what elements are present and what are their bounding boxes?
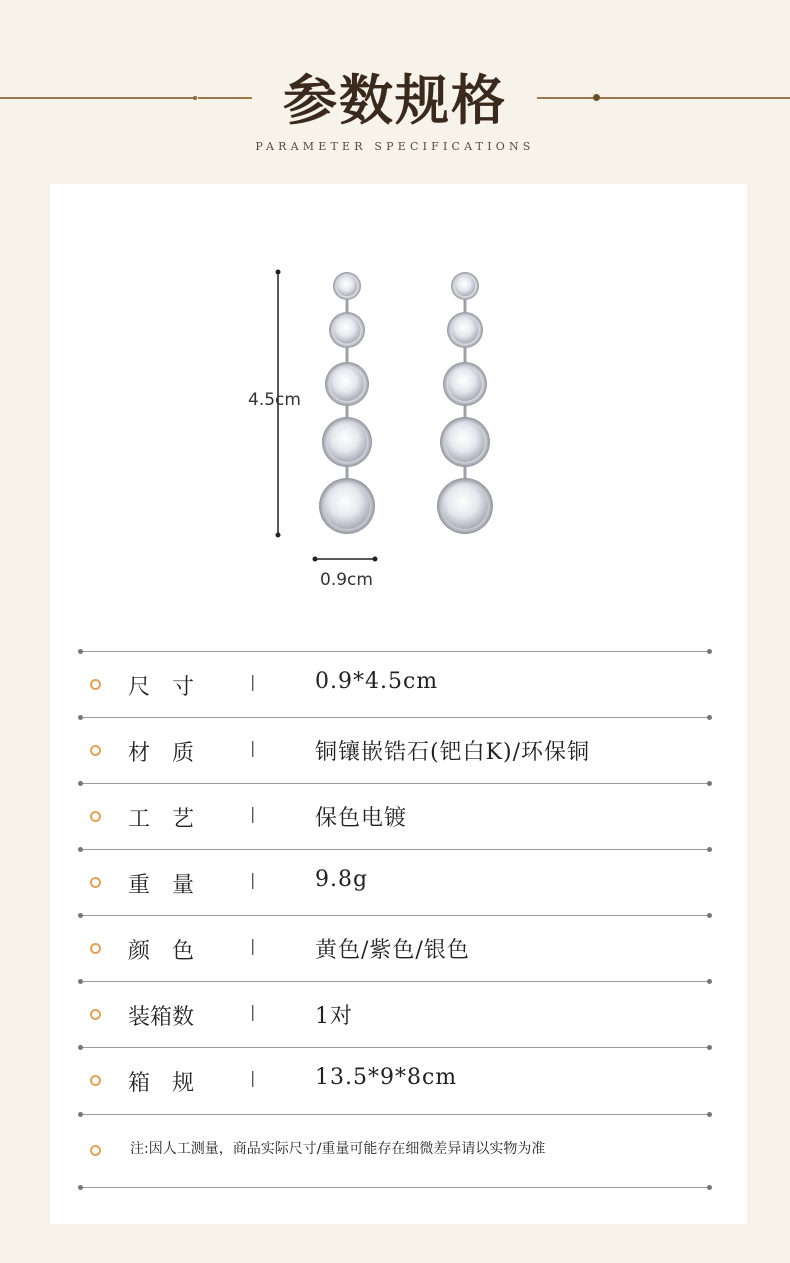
spec-value: 0.9*4.5cm — [315, 669, 439, 694]
height-dimension-label: 4.5cm — [248, 390, 301, 410]
spec-value: 9.8g — [315, 867, 369, 892]
spec-value: 保色电镀 — [315, 806, 408, 831]
spec-row-size — [80, 652, 710, 718]
spec-value: 13.5*9*8cm — [315, 1065, 458, 1090]
spec-label: 颜 色 — [128, 939, 195, 964]
spec-separator: | — [250, 672, 256, 691]
spec-row-craft — [80, 784, 710, 850]
spec-separator: | — [250, 804, 256, 823]
spec-label: 工 艺 — [128, 807, 195, 832]
right-earring — [437, 272, 493, 534]
spec-row-quantity — [80, 982, 710, 1048]
bullet-icon — [90, 1009, 101, 1020]
bullet-icon — [90, 811, 101, 822]
row-divider — [80, 1114, 710, 1115]
spec-row-material — [80, 718, 710, 784]
page-subtitle: PARAMETER SPECIFICATIONS — [255, 140, 535, 153]
header — [0, 0, 790, 180]
spec-label: 尺 寸 — [128, 675, 195, 700]
measurement-note: 注:因人工测量，商品实际尺寸/重量可能存在细微差异请以实物为准 — [130, 1141, 546, 1157]
header-right-line-inner — [537, 97, 594, 99]
spec-row-color — [80, 916, 710, 982]
spec-label: 箱 规 — [128, 1071, 195, 1096]
spec-label: 装箱数 — [128, 1005, 195, 1030]
width-dimension-label: 0.9cm — [320, 570, 373, 590]
spec-separator: | — [250, 936, 256, 955]
bullet-icon — [90, 679, 101, 690]
header-right-dot — [593, 94, 600, 101]
spec-separator: | — [250, 870, 256, 889]
bullet-icon — [90, 943, 101, 954]
spec-value: 黄色/紫色/银色 — [315, 938, 470, 963]
spec-separator: | — [250, 1068, 256, 1087]
spec-separator: | — [250, 1002, 256, 1021]
spec-separator: | — [250, 738, 256, 757]
bullet-icon — [90, 877, 101, 888]
spec-label: 材 质 — [128, 741, 195, 766]
spec-row-weight — [80, 850, 710, 916]
row-divider — [80, 1187, 710, 1188]
spec-value: 铜镶嵌锆石(钯白K)/环保铜 — [315, 740, 591, 765]
header-right-line — [600, 97, 790, 99]
left-earring — [319, 272, 375, 534]
bullet-icon — [90, 1075, 101, 1086]
spec-row-box-size — [80, 1048, 710, 1114]
spec-value: 1对 — [315, 1004, 353, 1029]
product-image-area — [50, 184, 747, 624]
page-title: 参数规格 — [283, 69, 507, 132]
earrings-image — [50, 184, 747, 624]
bullet-icon — [90, 745, 101, 756]
spec-label: 重 量 — [128, 873, 195, 898]
note-bullet-icon — [90, 1145, 101, 1156]
